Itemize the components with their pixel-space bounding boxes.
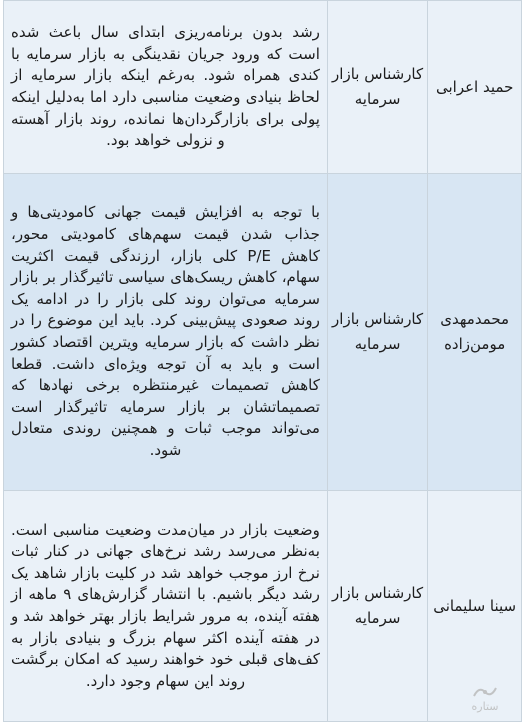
expert-name: حمید اعرابی [428,1,522,174]
expert-role: کارشناس بازار سرمایه [327,1,427,174]
watermark [452,684,518,718]
experts-table [3,0,522,722]
table-row [4,1,522,174]
expert-name: سینا سلیمانی [428,491,522,722]
expert-opinion: با توجه به افزایش قیمت جهانی کامودیتی‌ها و جذاب شدن قیمت سهم‌های کامودیتی محور، کاهش P/E کلی بازار، ارزندگی قیمت اکثریت سهام، کاهش ریسک‌های سیاسی تاثیرگذار بر بازار سرمایه می‌توان روند کلی بازار را در ادامه یک روند صعودی پیش‌بینی کرد. باید این موضوع را در نظر داشت که بازار سرمایه ویترین اقتصاد کشور است و باید به آن توجه ویژه‌ای داشت. قطعا کاهش تصمیمات غیرمنتظره برخی نهادها که تصمیماتشان بر بازار سرمایه تاثیرگذار است می‌تواند موجب ثبات و همچنین روندی متعادل شود. [4,174,328,491]
expert-opinion: رشد بدون برنامه‌ریزی ابتدای سال باعث شده است که ورود جریان نقدینگی به بازار سرمایه با کندی همراه شود. به‌رغم اینکه بازار سرمایه از لحاظ بنیادی وضعیت مناسبی دارد اما به‌دلیل اینکه پولی برای بازارگردان‌ها نمانده، روند بازار آهسته و نزولی خواهد بود. [4,1,328,174]
table-row [4,491,522,722]
logo-mark-icon [472,684,498,700]
expert-opinion: وضعیت بازار در میان‌مدت وضعیت مناسبی است. به‌نظر می‌رسد رشد نرخ‌های جهانی در کنار ثبات نرخ ارز موجب خواهد شد در کلیت بازار شاهد یک رشد دیگر باشیم. با انتشار گزارش‌های ۹ ماهه از هفته آینده، به مرور شرایط بازار بهتر خواهد شد و در هفته آینده اکثر سهام بزرگ و بنیادی بازار به کف‌های قبلی خود خواهند رسید که امکان برگشت روند این سهام وجود دارد. [4,491,328,722]
table-row [4,174,522,491]
expert-role: کارشناس بازار سرمایه [327,491,427,722]
watermark-text: ستاره [471,700,499,713]
expert-role: کارشناس بازار سرمایه [327,174,427,491]
expert-name: محمدمهدی مومن‌زاده [428,174,522,491]
